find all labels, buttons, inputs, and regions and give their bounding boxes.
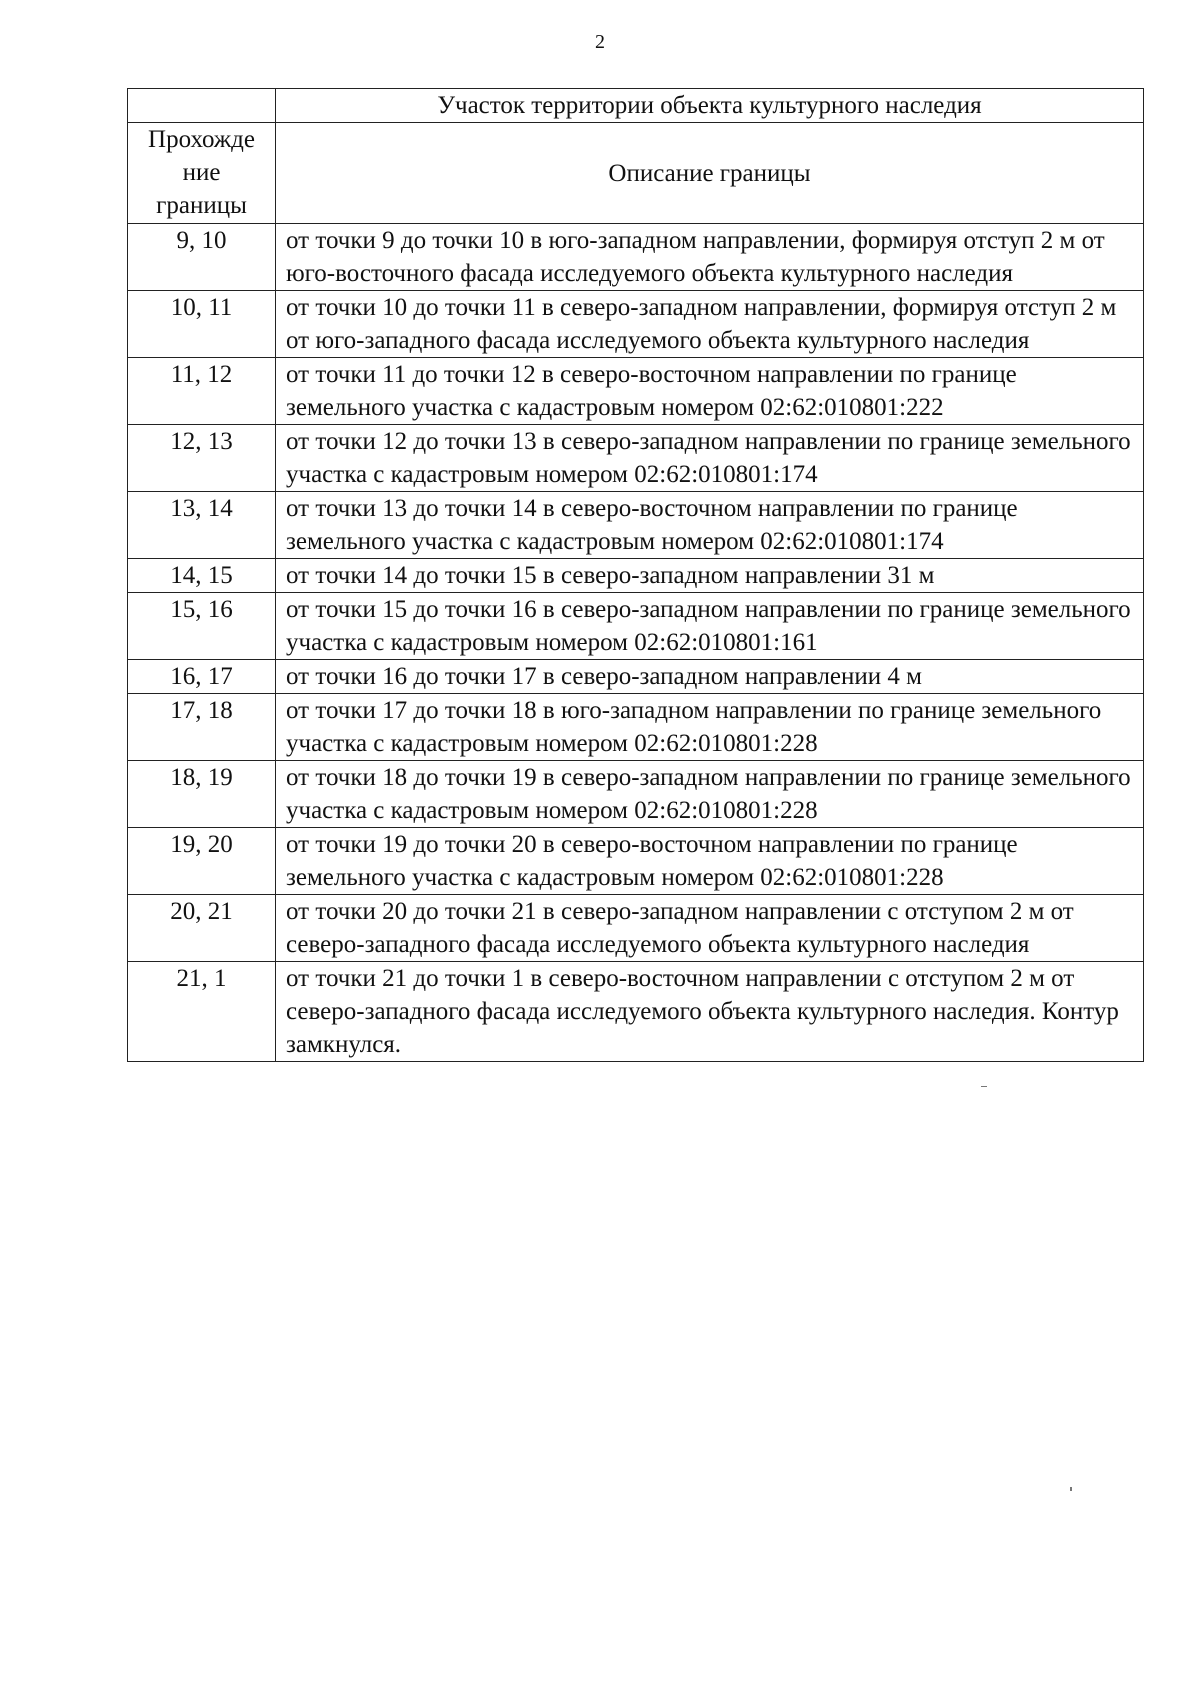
scan-artifact: [981, 1086, 987, 1087]
boundary-description-cell: от точки 19 до точки 20 в северо-восточном направлении по границе земельного участка с кадастровым номером 02:62:010801:228: [276, 828, 1144, 895]
column-header-points-line: ние: [182, 159, 221, 186]
boundary-points-cell: 20, 21: [128, 895, 276, 962]
table-row: [128, 962, 1144, 1062]
boundary-description-cell: от точки 18 до точки 19 в северо-западном направлении по границе земельного участка с кадастровым номером 02:62:010801:228: [276, 761, 1144, 828]
boundary-description-cell: от точки 17 до точки 18 в юго-западном направлении по границе земельного участка с кадастровым номером 02:62:010801:228: [276, 694, 1144, 761]
boundary-points-cell: 17, 18: [128, 694, 276, 761]
table-row: [128, 559, 1144, 593]
table-row: [128, 224, 1144, 291]
table-row: [128, 660, 1144, 694]
boundary-points-cell: 10, 11: [128, 291, 276, 358]
boundary-description-cell: от точки 10 до точки 11 в северо-западном направлении, формируя отступ 2 м от юго-западного фасада исследуемого объекта культурного наследия: [276, 291, 1144, 358]
table-row: [128, 895, 1144, 962]
boundary-points-cell: 18, 19: [128, 761, 276, 828]
boundary-description-cell: от точки 21 до точки 1 в северо-восточном направлении с отступом 2 м от северо-западного фасада исследуемого объекта культурного наследия. Контур замкнулся.: [276, 962, 1144, 1062]
boundary-points-cell: 14, 15: [128, 559, 276, 593]
boundary-points-cell: 15, 16: [128, 593, 276, 660]
table-row: [128, 593, 1144, 660]
header-empty-cell: [128, 89, 276, 123]
boundary-points-cell: 9, 10: [128, 224, 276, 291]
boundary-points-cell: 21, 1: [128, 962, 276, 1062]
column-header-points: [128, 123, 276, 224]
column-header-description: Описание границы: [276, 123, 1144, 224]
page-number: 2: [595, 31, 605, 53]
table-row: [128, 761, 1144, 828]
boundary-points-cell: 13, 14: [128, 492, 276, 559]
boundary-description-cell: от точки 15 до точки 16 в северо-западном направлении по границе земельного участка с кадастровым номером 02:62:010801:161: [276, 593, 1144, 660]
boundary-description-cell: от точки 20 до точки 21 в северо-западном направлении с отступом 2 м от северо-западного фасада исследуемого объекта культурного наследия: [276, 895, 1144, 962]
boundary-description-cell: от точки 16 до точки 17 в северо-западном направлении 4 м: [276, 660, 1144, 694]
table-row: [128, 828, 1144, 895]
table-row: [128, 694, 1144, 761]
column-header-points-line: границы: [156, 192, 247, 219]
boundary-description-cell: от точки 13 до точки 14 в северо-восточном направлении по границе земельного участка с кадастровым номером 02:62:010801:174: [276, 492, 1144, 559]
boundary-description-cell: от точки 12 до точки 13 в северо-западном направлении по границе земельного участка с кадастровым номером 02:62:010801:174: [276, 425, 1144, 492]
table-column-header-row: [128, 123, 1144, 224]
boundary-description-cell: от точки 9 до точки 10 в юго-западном направлении, формируя отступ 2 м от юго-восточного фасада исследуемого объекта культурного наследия: [276, 224, 1144, 291]
section-title: Участок территории объекта культурного наследия: [276, 89, 1144, 123]
boundary-points-cell: 12, 13: [128, 425, 276, 492]
table-row: [128, 291, 1144, 358]
table-section-header-row: [128, 89, 1144, 123]
table-row: [128, 425, 1144, 492]
boundary-description-cell: от точки 14 до точки 15 в северо-западном направлении 31 м: [276, 559, 1144, 593]
scan-artifact: [1070, 1487, 1072, 1491]
boundary-points-cell: 16, 17: [128, 660, 276, 694]
table-row: [128, 492, 1144, 559]
column-header-points-line: Прохожде: [148, 126, 255, 153]
boundary-points-cell: 19, 20: [128, 828, 276, 895]
boundary-description-cell: от точки 11 до точки 12 в северо-восточном направлении по границе земельного участка с кадастровым номером 02:62:010801:222: [276, 358, 1144, 425]
table-row: [128, 358, 1144, 425]
boundary-points-cell: 11, 12: [128, 358, 276, 425]
boundary-description-table: [127, 88, 1144, 1062]
